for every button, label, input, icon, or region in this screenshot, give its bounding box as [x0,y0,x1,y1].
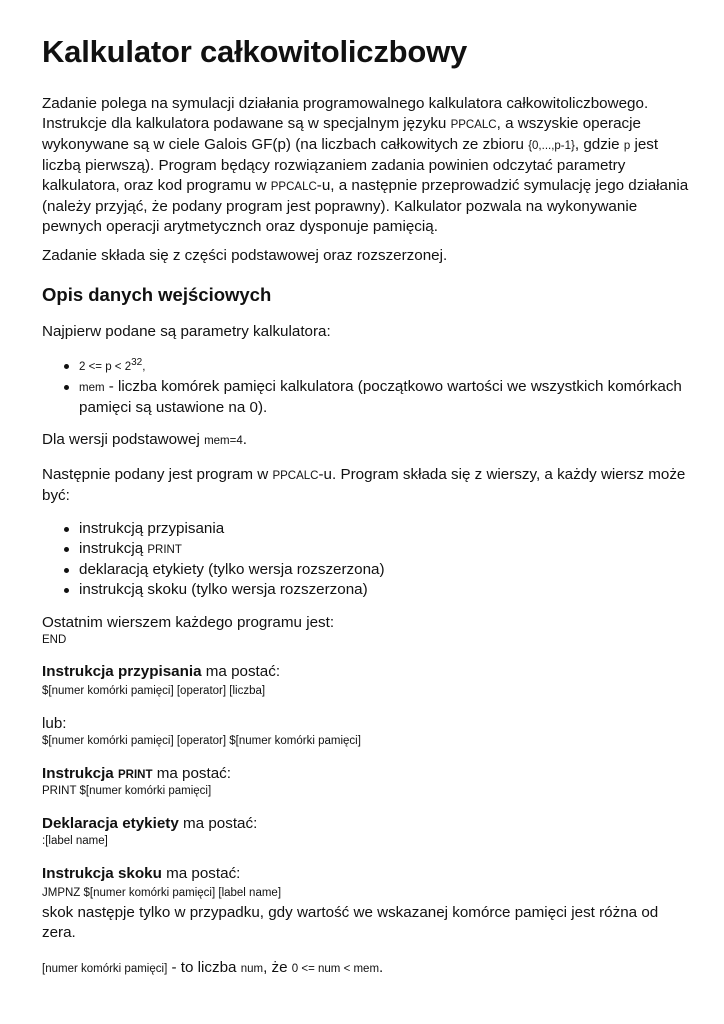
list-item: instrukcją PRINT [42,539,692,560]
label-form: :[label name] [42,835,108,847]
line-types-list [42,519,692,600]
print-heading: Instrukcja PRINT ma postać: [42,765,231,782]
program-paragraph: Następnie podany jest program w PPCALC-u. Program składa się z wierszy, a każdy wiersz może być: [42,466,686,504]
list-item: deklaracją etykiety (tylko wersja rozszerzona) [42,560,692,580]
last-line-text: Ostatnim wierszem każdego programu jest: [42,614,335,631]
or-text: lub: [42,715,67,732]
jump-form: JMPNZ $[numer komórki pamięci] [label name] [42,887,282,899]
intro-paragraph: Zadanie polega na symulacji działania programowalnego kalkulatora całkowitoliczbowego. Instrukcje dla kalkulatora podawane są w specjalnym języku PPCALC, a wszyskie operacje wykonywane są w ciele Galois GF(p) (na liczbach całkowitych ze zbioru {0,...,p-1}, gdzie p jest liczbą pierwszą). Program będący rozwiązaniem zadania powinien odczytać parametry kalkulatora, oraz kod programu w PPCALC-u, a następnie przeprowadzić symulację jego działania (należy przyjąć, że podany program jest poprawny). Kalkulator pozwala na wykonywanie pewnych operacji arytmetycznch oraz dysponuje pamięcią. [42,95,689,235]
assign-form-2: $[numer komórki pamięci] [operator] $[numer komórki pamięci] [42,735,361,747]
parts-paragraph: Zadanie składa się z części podstawowej oraz rozszerzonej. [42,247,448,264]
cell-number-note: [numer komórki pamięci] - to liczba num, że 0 <= num < mem. [42,959,384,976]
section-heading-input: Opis danych wejściowych [42,284,272,305]
assign-heading: Instrukcja przypisania ma postać: [42,663,281,680]
params-intro: Najpierw podane są parametry kalkulatora: [42,323,331,340]
end-code: END [42,634,67,646]
page-title: Kalkulator całkowitoliczbowy [42,34,468,69]
list-item: instrukcją skoku (tylko wersja rozszerzona) [42,580,692,600]
list-item: $2 <= p < 2^{32}$, [42,356,692,377]
basic-version-note: Dla wersji podstawowej mem=4. [42,431,247,448]
print-form: PRINT $[numer komórki pamięci] [42,785,212,797]
params-list [42,356,692,418]
list-item: mem - liczba komórek pamięci kalkulatora (początkowo wartości we wszystkich komórkach pamięci są ustawione na 0). [42,377,692,418]
jump-description: skok następje tylko w przypadku, gdy wartość we wskazanej komórce pamięci jest różna od zera. [42,904,659,941]
list-item: instrukcją przypisania [42,519,692,539]
jump-heading: Instrukcja skoku ma postać: [42,865,241,882]
assign-form-1: $[numer komórki pamięci] [operator] [liczba] [42,685,266,697]
label-heading: Deklaracja etykiety ma postać: [42,815,258,832]
